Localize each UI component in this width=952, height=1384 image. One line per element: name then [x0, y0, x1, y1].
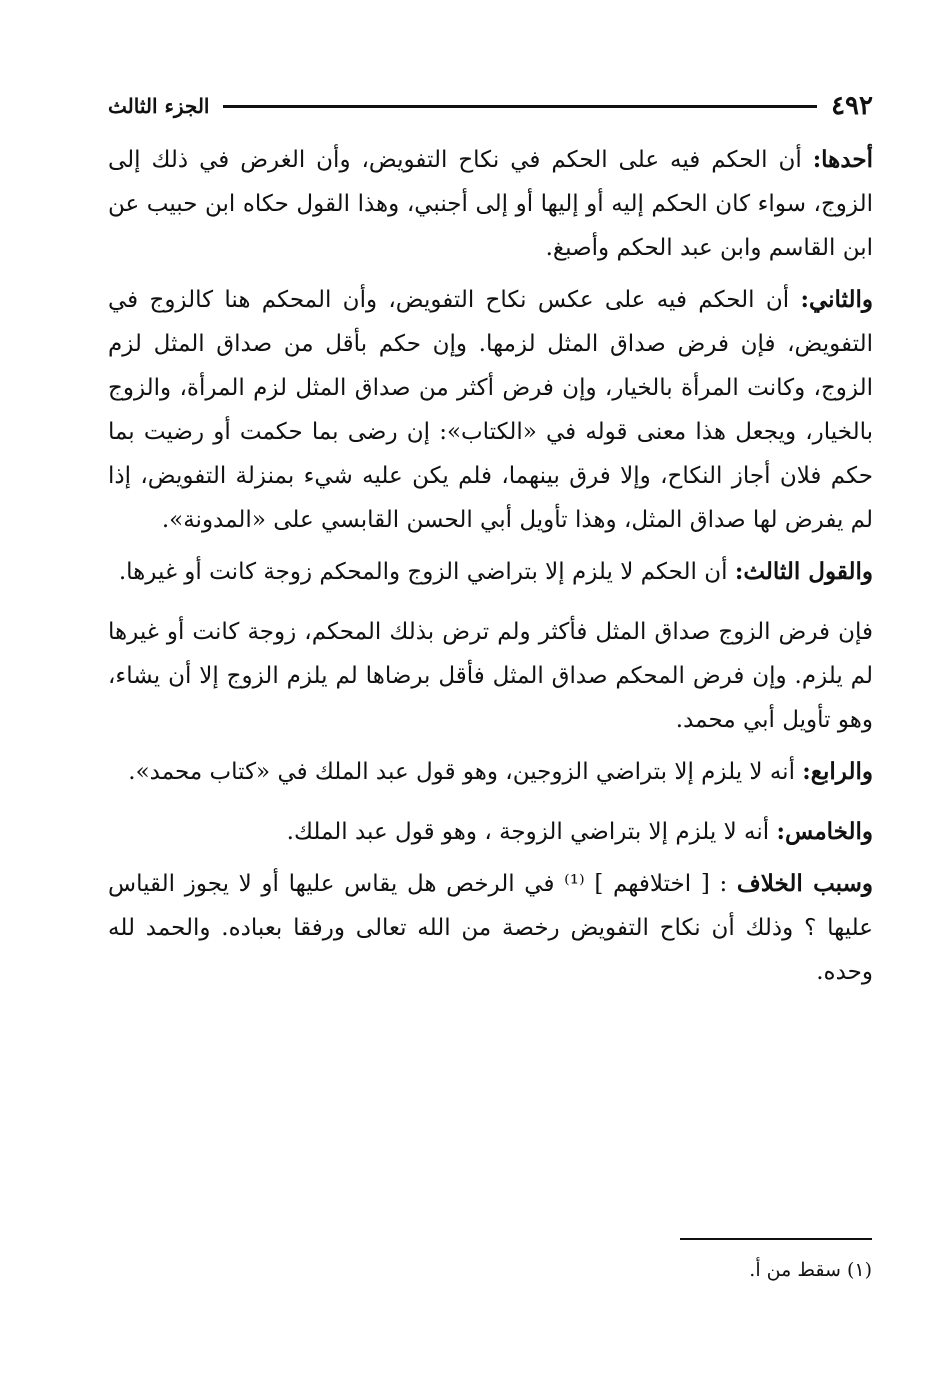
footnote-rule — [680, 1238, 872, 1240]
paragraph-lead: والرابع: — [802, 758, 873, 785]
paragraph-fourth — [108, 610, 873, 742]
paragraph-text: أن الحكم فيه على الحكم في نكاح التفويض، وأن الغرض في ذلك إلى الزوج، سواء كان الحكم إليه أو إليها أو إلى أجنبي، وهذا القول حكاه ابن حبيب عن ابن القاسم وابن عبد الحكم وأصبغ. — [108, 147, 873, 261]
paragraph-lead: وسبب الخلاف — [736, 870, 873, 897]
paragraph-text: أنه لا يلزم إلا بتراضي الزوجة ، وهو قول عبد الملك. — [286, 819, 777, 845]
paragraph-text: أن الحكم لا يلزم إلا بتراضي الزوج والمحكم زوجة كانت أو غيرها. — [118, 559, 735, 585]
paragraph-third — [108, 550, 873, 594]
body-text — [108, 138, 873, 994]
header-rule — [223, 105, 817, 108]
paragraph-fifth — [108, 750, 873, 794]
paragraph-sixth — [108, 810, 873, 854]
paragraph-text: فإن فرض الزوج صداق المثل فأكثر ولم ترض بذلك المحكم، زوجة كانت أو غيرها لم يلزم. وإن فرض المحكم صداق المثل فأقل برضاها لم يلزم الزوج إلا أن يشاء، وهو تأويل أبي محمد. — [108, 619, 873, 733]
paragraph-seventh — [108, 862, 873, 994]
page-number: ٤٩٢ — [831, 91, 873, 121]
running-title: الجزء الثالث — [108, 94, 210, 118]
footnote: (١) سقط من أ. — [749, 1259, 872, 1281]
paragraph-first — [108, 138, 873, 270]
paragraph-lead: أحدها: — [812, 146, 873, 173]
page-header — [108, 88, 873, 124]
paragraph-text: : [ اختلافهم ] ⁽¹⁾ في الرخص هل يقاس عليها أو لا يجوز القياس عليها ؟ وذلك أن نكاح التفويض رخصة من الله تعالى ورفقا بعباده. والحمد لله وحده. — [108, 871, 873, 985]
paragraph-lead: والقول الثالث: — [734, 558, 873, 585]
paragraph-text: أن الحكم فيه على عكس نكاح التفويض، وأن المحكم هنا كالزوج في التفويض، فإن فرض صداق المثل لزمها. وإن حكم بأقل من صداق المثل لزم الزوج، وكانت المرأة بالخيار، وإن فرض أكثر من صداق المثل لزم المرأة، والزوج بالخيار، ويجعل هذا معنى قوله في «الكتاب»: إن رضى بما حكمت أو رضيت بما حكم فلان أجاز النكاح، وإلا فرق بينهما، فلم يكن عليه شيء بمنزلة التفويض، إذا لم يفرض لها صداق المثل، وهذا تأويل أبي الحسن القابسي على «المدونة». — [108, 287, 873, 533]
paragraph-lead: والخامس: — [776, 818, 873, 845]
paragraph-text: أنه لا يلزم إلا بتراضي الزوجين، وهو قول عبد الملك في «كتاب محمد». — [128, 759, 803, 785]
paragraph-lead: والثاني: — [800, 286, 873, 313]
paragraph-second — [108, 278, 873, 542]
